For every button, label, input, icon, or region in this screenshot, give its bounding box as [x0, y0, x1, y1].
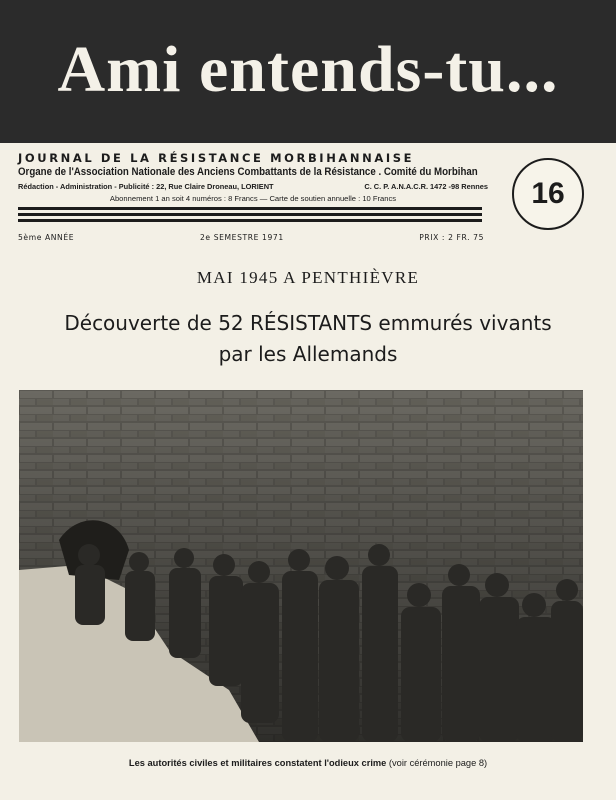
price-label: PRIX : 2 FR. 75: [419, 233, 484, 242]
issue-info-row: [18, 233, 484, 245]
rule-line: [18, 213, 482, 216]
year-label: 5ème ANNÉE: [18, 233, 75, 242]
photo-caption: [0, 758, 616, 768]
masthead-band: [0, 0, 616, 143]
header-rules: [18, 207, 482, 225]
ccp-text: C. C. P. A.N.A.C.R. 1472 -98 Rennes: [364, 182, 488, 191]
headline-line-1: Découverte de 52 RÉSISTANTS emmurés vivants: [64, 311, 552, 335]
photo-illustration: [19, 390, 583, 742]
organisation-line: Organe de l'Association Nationale des Anciens Combattants de la Résistance . Comité du Morbihan: [18, 166, 478, 178]
headline-line-2: par les Allemands: [218, 342, 398, 366]
semester-label: 2e SEMESTRE 1971: [200, 233, 284, 242]
issue-number-badge: 16: [512, 158, 584, 230]
address-line: [18, 182, 488, 191]
journal-subtitle: JOURNAL DE LA RÉSISTANCE MORBIHANNAISE: [18, 151, 415, 165]
newspaper-title: Ami entends-tu...: [57, 33, 559, 106]
address-text: Rédaction - Administration - Publicité : 22, Rue Claire Droneau, LORIENT: [18, 182, 274, 191]
caption-bold: Les autorités civiles et militaires constatent l'odieux crime: [128, 758, 387, 768]
rule-line: [18, 207, 482, 210]
rule-line: [18, 219, 482, 222]
caption-page-ref: (voir cérémonie page 8): [386, 758, 488, 768]
article-photo: [19, 390, 583, 742]
article-headline: [0, 308, 616, 370]
article-kicker: MAI 1945 A PENTHIÈVRE: [196, 268, 420, 287]
subscription-line: Abonnement 1 an soit 4 numéros : 8 Francs — Carte de soutien annuelle : 10 Francs: [109, 194, 397, 203]
